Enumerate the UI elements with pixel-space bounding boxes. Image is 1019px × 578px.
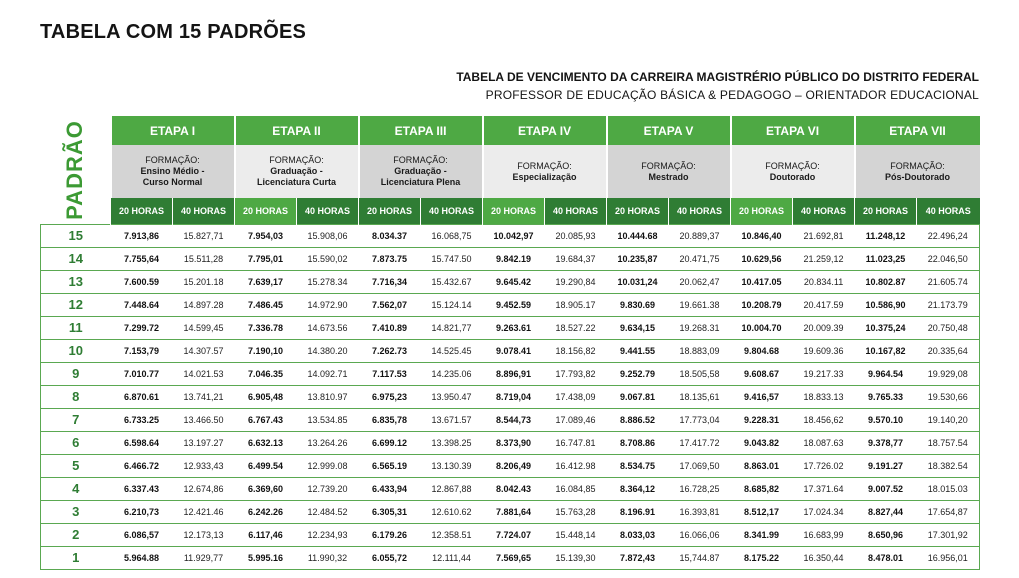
salary-40h-cell: 12.867,88 (421, 477, 483, 500)
formacao-label: FORMAÇÃO: (890, 160, 945, 171)
salary-20h-cell: 10.208.79 (731, 293, 793, 316)
salary-40h-cell: 16.068,75 (421, 224, 483, 247)
salary-40h-cell: 17.438,09 (545, 385, 607, 408)
salary-20h-cell: 6.466.72 (111, 454, 173, 477)
padrao-number: 6 (41, 431, 111, 454)
salary-20h-cell: 7.486.45 (235, 293, 297, 316)
salary-40h-cell: 12.111,44 (421, 546, 483, 569)
salary-20h-cell: 10.802.87 (855, 270, 917, 293)
formacao-label: FORMAÇÃO: (641, 160, 696, 171)
formacao-label: FORMAÇÃO: (765, 160, 820, 171)
formacao-label: FORMAÇÃO: (393, 155, 448, 165)
hours-40-header: 40 HORAS (297, 198, 359, 224)
table-row (41, 523, 980, 546)
salary-20h-cell: 9.043.82 (731, 431, 793, 454)
salary-20h-cell: 10.417.05 (731, 270, 793, 293)
salary-20h-cell: 6.733.25 (111, 408, 173, 431)
formacao-name: Doutorado (769, 171, 816, 182)
padrao-number: 15 (41, 224, 111, 247)
salary-20h-cell: 8.708.86 (607, 431, 669, 454)
hours-20-header: 20 HORAS (855, 198, 917, 224)
padrao-number: 4 (41, 477, 111, 500)
salary-20h-cell: 8.341.99 (731, 523, 793, 546)
salary-20h-cell: 6.499.54 (235, 454, 297, 477)
salary-20h-cell: 10.167,82 (855, 339, 917, 362)
salary-20h-cell: 6.179.26 (359, 523, 421, 546)
salary-40h-cell: 19.929,08 (917, 362, 980, 385)
salary-20h-cell: 11.023,25 (855, 247, 917, 270)
salary-40h-cell: 13.671.57 (421, 408, 483, 431)
salary-40h-cell: 17.773,04 (669, 408, 731, 431)
salary-40h-cell: 16.683,99 (793, 523, 855, 546)
etapa-header: ETAPA I (111, 116, 235, 145)
salary-40h-cell: 15.827,71 (173, 224, 235, 247)
formacao-cell (111, 145, 235, 198)
salary-20h-cell: 10.629,56 (731, 247, 793, 270)
salary-20h-cell: 6.835,78 (359, 408, 421, 431)
padrao-number: 14 (41, 247, 111, 270)
salary-20h-cell: 6.565.19 (359, 454, 421, 477)
salary-20h-cell: 6.699.12 (359, 431, 421, 454)
etapa-header: ETAPA III (359, 116, 483, 145)
etapa-header: ETAPA VII (855, 116, 980, 145)
padrao-number: 13 (41, 270, 111, 293)
salary-20h-cell: 10.586,90 (855, 293, 917, 316)
salary-40h-cell: 21.173.79 (917, 293, 980, 316)
salary-40h-cell: 12.674,86 (173, 477, 235, 500)
etapa-header: ETAPA V (607, 116, 731, 145)
salary-40h-cell: 17.371.64 (793, 477, 855, 500)
salary-20h-cell: 7.724.07 (483, 523, 545, 546)
salary-table (40, 116, 980, 570)
salary-20h-cell: 6.433,94 (359, 477, 421, 500)
salary-20h-cell: 9.830.69 (607, 293, 669, 316)
salary-20h-cell: 8.033,03 (607, 523, 669, 546)
table-row (41, 339, 980, 362)
salary-40h-cell: 22.046,50 (917, 247, 980, 270)
salary-40h-cell: 18.015.03 (917, 477, 980, 500)
salary-40h-cell: 16.393,81 (669, 500, 731, 523)
salary-40h-cell: 18.527.22 (545, 316, 607, 339)
salary-40h-cell: 21.259,12 (793, 247, 855, 270)
salary-40h-cell: 19.530,66 (917, 385, 980, 408)
salary-20h-cell: 6.369,60 (235, 477, 297, 500)
salary-40h-cell: 17.417.72 (669, 431, 731, 454)
salary-40h-cell: 12.234,93 (297, 523, 359, 546)
hours-40-header: 40 HORAS (421, 198, 483, 224)
salary-20h-cell: 7.881,64 (483, 500, 545, 523)
salary-20h-cell: 9.007.52 (855, 477, 917, 500)
salary-40h-cell: 17.024.34 (793, 500, 855, 523)
salary-20h-cell: 9.634,15 (607, 316, 669, 339)
salary-20h-cell: 10.004.70 (731, 316, 793, 339)
salary-40h-cell: 11.990,32 (297, 546, 359, 569)
salary-40h-cell: 12.933,43 (173, 454, 235, 477)
formacao-name: Curso Normal (142, 177, 203, 187)
salary-40h-cell: 21.692,81 (793, 224, 855, 247)
salary-40h-cell: 14.897.28 (173, 293, 235, 316)
salary-40h-cell: 13.398.25 (421, 431, 483, 454)
salary-40h-cell: 20.062,47 (669, 270, 731, 293)
padrao-number: 5 (41, 454, 111, 477)
salary-40h-cell: 15.139,30 (545, 546, 607, 569)
table-row (41, 431, 980, 454)
table-row (41, 362, 980, 385)
salary-20h-cell: 7.562,07 (359, 293, 421, 316)
salary-40h-cell: 12.999.08 (297, 454, 359, 477)
salary-20h-cell: 10.235,87 (607, 247, 669, 270)
formacao-header-row (41, 145, 980, 198)
salary-20h-cell: 9.078.41 (483, 339, 545, 362)
table-row (41, 293, 980, 316)
salary-20h-cell: 10.375,24 (855, 316, 917, 339)
formacao-cell (483, 145, 607, 198)
page-title: TABELA COM 15 PADRÕES (40, 21, 307, 43)
hours-40-header: 40 HORAS (793, 198, 855, 224)
salary-20h-cell: 8.534.75 (607, 454, 669, 477)
salary-20h-cell: 10.042,97 (483, 224, 545, 247)
salary-20h-cell: 9.441.55 (607, 339, 669, 362)
salary-20h-cell: 8.886.52 (607, 408, 669, 431)
salary-40h-cell: 16.350,44 (793, 546, 855, 569)
salary-40h-cell: 19.140,20 (917, 408, 980, 431)
padrao-number: 11 (41, 316, 111, 339)
salary-20h-cell: 6.767.43 (235, 408, 297, 431)
salary-20h-cell: 8.373,90 (483, 431, 545, 454)
salary-20h-cell: 9.378,77 (855, 431, 917, 454)
salary-20h-cell: 5.995.16 (235, 546, 297, 569)
formacao-label: FORMAÇÃO: (145, 155, 200, 165)
salary-20h-cell: 8.827,44 (855, 500, 917, 523)
salary-20h-cell: 9.452.59 (483, 293, 545, 316)
hours-40-header: 40 HORAS (545, 198, 607, 224)
salary-40h-cell: 14.525.45 (421, 339, 483, 362)
salary-40h-cell: 15.278.34 (297, 270, 359, 293)
salary-20h-cell: 10.031,24 (607, 270, 669, 293)
salary-20h-cell: 9.191.27 (855, 454, 917, 477)
salary-20h-cell: 7.913,86 (111, 224, 173, 247)
salary-20h-cell: 7.262.73 (359, 339, 421, 362)
table-row (41, 408, 980, 431)
salary-20h-cell: 8.364,12 (607, 477, 669, 500)
salary-40h-cell: 14.599,45 (173, 316, 235, 339)
salary-40h-cell: 12.610.62 (421, 500, 483, 523)
salary-40h-cell: 17.654,87 (917, 500, 980, 523)
etapa-header: ETAPA II (235, 116, 359, 145)
salary-40h-cell: 12.484.52 (297, 500, 359, 523)
etapa-header: ETAPA IV (483, 116, 607, 145)
salary-40h-cell: 18.757.54 (917, 431, 980, 454)
hours-20-header: 20 HORAS (731, 198, 793, 224)
table-row (41, 546, 980, 569)
formacao-name: Graduação - (394, 166, 447, 176)
salary-20h-cell: 6.598.64 (111, 431, 173, 454)
salary-40h-cell: 14.092.71 (297, 362, 359, 385)
salary-40h-cell: 18.505,58 (669, 362, 731, 385)
salary-20h-cell: 9.964.54 (855, 362, 917, 385)
salary-40h-cell: 13.466.50 (173, 408, 235, 431)
salary-40h-cell: 17.301,92 (917, 523, 980, 546)
salary-40h-cell: 12.358.51 (421, 523, 483, 546)
salary-20h-cell: 9.608.67 (731, 362, 793, 385)
padrao-label (40, 116, 110, 224)
salary-40h-cell: 14.821,77 (421, 316, 483, 339)
hours-40-header: 40 HORAS (917, 198, 980, 224)
hours-20-header: 20 HORAS (235, 198, 297, 224)
salary-20h-cell: 8.512,17 (731, 500, 793, 523)
formacao-name: Ensino Médio - (140, 166, 205, 176)
formacao-name: Licenciatura Curta (256, 177, 337, 187)
salary-20h-cell: 9.416,57 (731, 385, 793, 408)
padrao-number: 9 (41, 362, 111, 385)
table-row (41, 247, 980, 270)
formacao-cell (359, 145, 483, 198)
salary-20h-cell: 7.873.75 (359, 247, 421, 270)
salary-40h-cell: 13.810.97 (297, 385, 359, 408)
salary-20h-cell: 7.569,65 (483, 546, 545, 569)
salary-40h-cell: 14.673.56 (297, 316, 359, 339)
salary-20h-cell: 8.685,82 (731, 477, 793, 500)
salary-20h-cell: 7.117.53 (359, 362, 421, 385)
salary-20h-cell: 6.117,46 (235, 523, 297, 546)
salary-40h-cell: 17.793,82 (545, 362, 607, 385)
hours-40-header: 40 HORAS (669, 198, 731, 224)
formacao-cell (855, 145, 980, 198)
salary-20h-cell: 8.034.37 (359, 224, 421, 247)
salary-20h-cell: 7.299.72 (111, 316, 173, 339)
hours-header-row (41, 198, 980, 224)
salary-40h-cell: 16.084,85 (545, 477, 607, 500)
salary-40h-cell: 18.135,61 (669, 385, 731, 408)
salary-20h-cell: 8.206,49 (483, 454, 545, 477)
salary-20h-cell: 8.650,96 (855, 523, 917, 546)
salary-20h-cell: 6.086,57 (111, 523, 173, 546)
salary-20h-cell: 6.242.26 (235, 500, 297, 523)
table-row (41, 385, 980, 408)
hours-20-header: 20 HORAS (483, 198, 545, 224)
salary-20h-cell: 9.252.79 (607, 362, 669, 385)
salary-40h-cell: 17.069,50 (669, 454, 731, 477)
salary-40h-cell: 15.511,28 (173, 247, 235, 270)
salary-20h-cell: 6.870.61 (111, 385, 173, 408)
table-subtitle-secondary: PROFESSOR DE EDUCAÇÃO BÁSICA & PEDAGOGO – ORIENTADOR EDUCACIONAL (485, 88, 979, 102)
salary-20h-cell: 5.964.88 (111, 546, 173, 569)
salary-20h-cell: 8.042.43 (483, 477, 545, 500)
salary-40h-cell: 16.956,01 (917, 546, 980, 569)
salary-40h-cell: 12.173,13 (173, 523, 235, 546)
salary-40h-cell: 20.335,64 (917, 339, 980, 362)
salary-40h-cell: 16.728,25 (669, 477, 731, 500)
formacao-cell (235, 145, 359, 198)
formacao-name: Mestrado (648, 171, 689, 182)
salary-20h-cell: 8.863.01 (731, 454, 793, 477)
salary-40h-cell: 19.217.33 (793, 362, 855, 385)
salary-20h-cell: 7.336.78 (235, 316, 297, 339)
formacao-name: Pós-Doutorado (885, 171, 951, 182)
salary-20h-cell: 7.190,10 (235, 339, 297, 362)
salary-20h-cell: 9.842.19 (483, 247, 545, 270)
salary-20h-cell: 8.175.22 (731, 546, 793, 569)
salary-20h-cell: 9.067.81 (607, 385, 669, 408)
salary-20h-cell: 7.046.35 (235, 362, 297, 385)
padrao-number: 10 (41, 339, 111, 362)
salary-40h-cell: 20.834.11 (793, 270, 855, 293)
salary-20h-cell: 9.804.68 (731, 339, 793, 362)
padrao-number: 2 (41, 523, 111, 546)
salary-40h-cell: 16.412.98 (545, 454, 607, 477)
salary-40h-cell: 15,744.87 (669, 546, 731, 569)
salary-20h-cell: 6.055,72 (359, 546, 421, 569)
salary-40h-cell: 16.066,06 (669, 523, 731, 546)
salary-20h-cell: 8.896,91 (483, 362, 545, 385)
salary-40h-cell: 15.908,06 (297, 224, 359, 247)
table-row (41, 270, 980, 293)
salary-40h-cell: 20.471,75 (669, 247, 731, 270)
salary-40h-cell: 12.421.46 (173, 500, 235, 523)
salary-40h-cell: 20.889,37 (669, 224, 731, 247)
salary-40h-cell: 19.684,37 (545, 247, 607, 270)
salary-40h-cell: 13.741,21 (173, 385, 235, 408)
salary-40h-cell: 13.197.27 (173, 431, 235, 454)
salary-40h-cell: 18.382.54 (917, 454, 980, 477)
salary-20h-cell: 9.765.33 (855, 385, 917, 408)
salary-40h-cell: 16.747.81 (545, 431, 607, 454)
salary-20h-cell: 7.600.59 (111, 270, 173, 293)
salary-40h-cell: 12.739.20 (297, 477, 359, 500)
salary-20h-cell: 10.846,40 (731, 224, 793, 247)
salary-20h-cell: 7.010.77 (111, 362, 173, 385)
formacao-cell (607, 145, 731, 198)
salary-40h-cell: 18.156,82 (545, 339, 607, 362)
salary-20h-cell: 7.410.89 (359, 316, 421, 339)
padrao-number: 8 (41, 385, 111, 408)
padrao-number: 7 (41, 408, 111, 431)
hours-20-header: 20 HORAS (359, 198, 421, 224)
salary-40h-cell: 19.290,84 (545, 270, 607, 293)
salary-20h-cell: 9.570.10 (855, 408, 917, 431)
salary-40h-cell: 15.747.50 (421, 247, 483, 270)
salary-40h-cell: 18.883,09 (669, 339, 731, 362)
salary-20h-cell: 9.645.42 (483, 270, 545, 293)
salary-20h-cell: 7.639,17 (235, 270, 297, 293)
salary-40h-cell: 14.380.20 (297, 339, 359, 362)
salary-40h-cell: 22.496,24 (917, 224, 980, 247)
salary-40h-cell: 14.021.53 (173, 362, 235, 385)
padrao-number: 3 (41, 500, 111, 523)
etapa-header-row (41, 116, 980, 145)
salary-40h-cell: 20.750,48 (917, 316, 980, 339)
padrao-number: 1 (41, 546, 111, 569)
salary-40h-cell: 20.085,93 (545, 224, 607, 247)
etapa-header: ETAPA VI (731, 116, 855, 145)
salary-40h-cell: 20.417.59 (793, 293, 855, 316)
formacao-name: Graduação - (270, 166, 323, 176)
formacao-cell (731, 145, 855, 198)
table-row (41, 477, 980, 500)
salary-40h-cell: 20.009.39 (793, 316, 855, 339)
salary-20h-cell: 7.153,79 (111, 339, 173, 362)
salary-40h-cell: 17.089,46 (545, 408, 607, 431)
salary-20h-cell: 7.448.64 (111, 293, 173, 316)
salary-20h-cell: 10.444.68 (607, 224, 669, 247)
padrao-label-text: PADRÃO (62, 120, 87, 220)
salary-20h-cell: 11.248,12 (855, 224, 917, 247)
formacao-label: FORMAÇÃO: (517, 160, 572, 171)
salary-20h-cell: 8.719,04 (483, 385, 545, 408)
table-body (41, 224, 980, 569)
hours-20-header: 20 HORAS (607, 198, 669, 224)
salary-20h-cell: 7.872,43 (607, 546, 669, 569)
table-row (41, 500, 980, 523)
formacao-name: Especialização (512, 171, 577, 182)
salary-40h-cell: 19.609.36 (793, 339, 855, 362)
table-row (41, 316, 980, 339)
salary-20h-cell: 7.716,34 (359, 270, 421, 293)
salary-40h-cell: 14.235.06 (421, 362, 483, 385)
salary-20h-cell: 6.905,48 (235, 385, 297, 408)
formacao-label: FORMAÇÃO: (269, 155, 324, 165)
salary-40h-cell: 15.201.18 (173, 270, 235, 293)
salary-20h-cell: 6.337.43 (111, 477, 173, 500)
salary-40h-cell: 19.268.31 (669, 316, 731, 339)
salary-40h-cell: 18.833.13 (793, 385, 855, 408)
table-subtitle: TABELA DE VENCIMENTO DA CARREIRA MAGISTRÉRIO PÚBLICO DO DISTRITO FEDERAL (456, 70, 979, 84)
salary-40h-cell: 13.130.39 (421, 454, 483, 477)
hours-20-header: 20 HORAS (111, 198, 173, 224)
salary-20h-cell: 9.228.31 (731, 408, 793, 431)
salary-40h-cell: 18.087.63 (793, 431, 855, 454)
salary-40h-cell: 13.950.47 (421, 385, 483, 408)
padrao-number: 12 (41, 293, 111, 316)
salary-20h-cell: 7.795,01 (235, 247, 297, 270)
salary-20h-cell: 7.755,64 (111, 247, 173, 270)
salary-40h-cell: 11.929,77 (173, 546, 235, 569)
salary-40h-cell: 15.448,14 (545, 523, 607, 546)
salary-40h-cell: 14.972.90 (297, 293, 359, 316)
salary-40h-cell: 19.661.38 (669, 293, 731, 316)
salary-40h-cell: 18.456,62 (793, 408, 855, 431)
salary-40h-cell: 21.605.74 (917, 270, 980, 293)
formacao-name: Licenciatura Plena (380, 177, 461, 187)
salary-20h-cell: 8.478.01 (855, 546, 917, 569)
salary-40h-cell: 13.534.85 (297, 408, 359, 431)
salary-40h-cell: 15.124.14 (421, 293, 483, 316)
salary-40h-cell: 17.726.02 (793, 454, 855, 477)
salary-40h-cell: 15.432.67 (421, 270, 483, 293)
salary-20h-cell: 6.975,23 (359, 385, 421, 408)
hours-40-header: 40 HORAS (173, 198, 235, 224)
salary-20h-cell: 8.544,73 (483, 408, 545, 431)
salary-40h-cell: 18.905.17 (545, 293, 607, 316)
salary-20h-cell: 6.210,73 (111, 500, 173, 523)
salary-40h-cell: 13.264.26 (297, 431, 359, 454)
salary-20h-cell: 9.263.61 (483, 316, 545, 339)
table-row (41, 454, 980, 477)
salary-20h-cell: 8.196.91 (607, 500, 669, 523)
salary-40h-cell: 15.763,28 (545, 500, 607, 523)
table-row (41, 224, 980, 247)
salary-20h-cell: 6.305,31 (359, 500, 421, 523)
salary-40h-cell: 14.307.57 (173, 339, 235, 362)
salary-40h-cell: 15.590,02 (297, 247, 359, 270)
salary-20h-cell: 7.954,03 (235, 224, 297, 247)
salary-20h-cell: 6.632.13 (235, 431, 297, 454)
